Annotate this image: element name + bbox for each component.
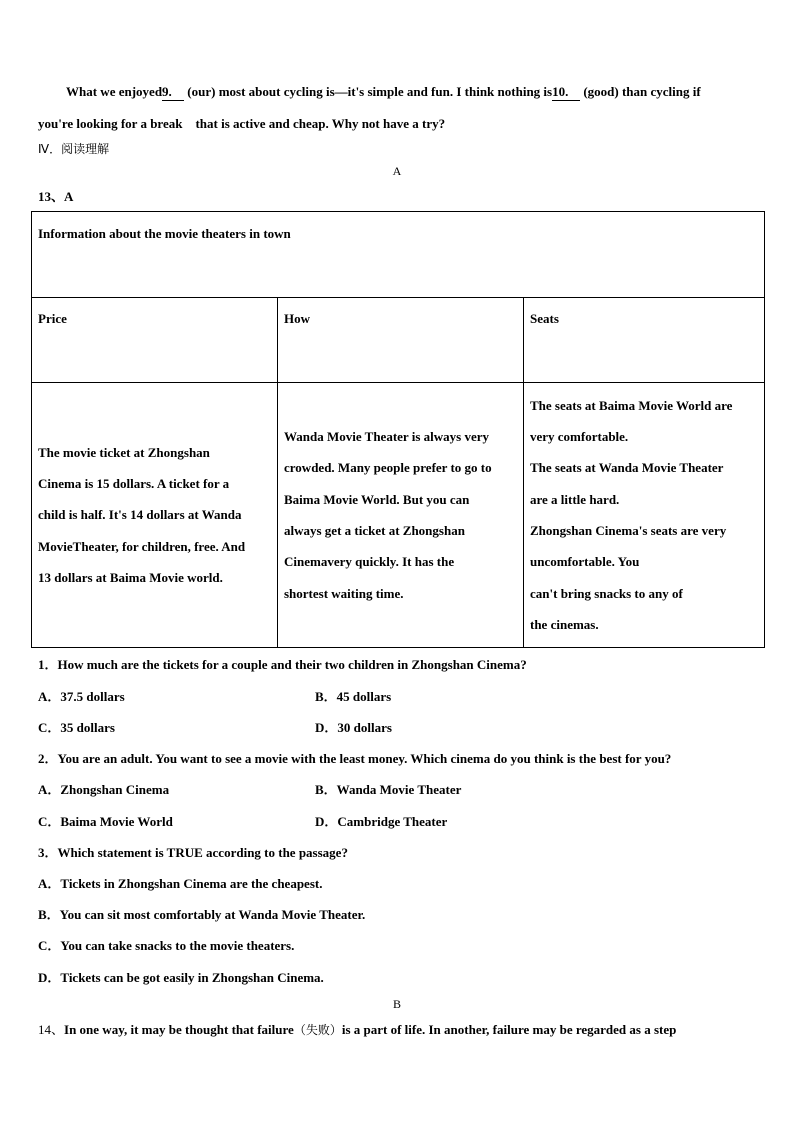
how-line: crowded. Many people prefer to go to	[284, 460, 492, 476]
how-line: shortest waiting time.	[284, 585, 404, 601]
question-14-cn-note: （失败）	[293, 1023, 342, 1037]
table-title: Information about the movie theaters in town	[32, 212, 765, 298]
seats-line: can't bring snacks to any of	[530, 585, 683, 601]
price-cell	[32, 383, 278, 648]
part-a-label: A	[392, 164, 402, 178]
q1-option-c[interactable]: C．35 dollars	[38, 720, 115, 735]
intro-line-1	[66, 84, 701, 101]
section-heading: Ⅳ．阅读理解	[38, 142, 110, 156]
question-14-line	[38, 1022, 676, 1038]
how-line: Cinemavery quickly. It has the	[284, 554, 455, 570]
q3-option-b[interactable]: B．You can sit most comfortably at Wanda Movie Theater.	[38, 907, 366, 922]
how-line: always get a ticket at Zhongshan	[284, 523, 465, 538]
intro-text-start: What we enjoyed	[66, 84, 163, 99]
q1-option-a[interactable]: A．37.5 dollars	[38, 689, 125, 704]
question-1-stem: 1．How much are the tickets for a couple and their two children in Zhongshan Cinema?	[38, 657, 527, 672]
seats-cell	[524, 383, 765, 648]
blank-9-hint: (our) most about cycling is—it's simple and fun. I think nothing is	[187, 84, 553, 99]
q3-option-a[interactable]: A．Tickets in Zhongshan Cinema are the cheapest.	[38, 876, 323, 891]
header-how: How	[278, 298, 524, 383]
how-line: Baima Movie World. But you can	[284, 491, 470, 507]
price-line: child is half. It's 14 dollars at Wanda	[38, 507, 242, 523]
question-2-stem: 2．You are an adult. You want to see a movie with the least money. Which cinema do you think is the best for you?	[38, 751, 672, 766]
question-14-text-start: In one way, it may be thought that failure	[64, 1022, 294, 1037]
seats-line: the cinemas.	[530, 616, 599, 632]
q2-option-a[interactable]: A．Zhongshan Cinema	[38, 782, 170, 797]
seats-line: The seats at Wanda Movie Theater	[530, 460, 724, 476]
q3-option-d[interactable]: D．Tickets can be got easily in Zhongshan Cinema.	[38, 970, 324, 985]
part-b-label: B	[392, 997, 401, 1011]
q3-option-c[interactable]: C．You can take snacks to the movie theaters.	[38, 938, 295, 953]
how-line: Wanda Movie Theater is always very	[284, 429, 489, 445]
blank-10[interactable]: 10.	[552, 84, 580, 101]
how-cell	[278, 383, 524, 648]
price-line: The movie ticket at Zhongshan	[38, 444, 210, 460]
blank-9[interactable]: 9.	[162, 84, 184, 101]
question-14-number: 14、	[38, 1022, 65, 1037]
seats-line: very comfortable.	[530, 429, 629, 445]
theater-info-table	[31, 211, 765, 648]
seats-line: are a little hard.	[530, 491, 620, 507]
question-13-label: 13、A	[38, 189, 74, 204]
price-line: Cinema is 15 dollars. A ticket for a	[38, 476, 230, 492]
q1-option-d[interactable]: D．30 dollars	[315, 720, 392, 735]
price-line: 13 dollars at Baima Movie world.	[38, 569, 223, 585]
intro-line-2: you're looking for a break that is active and cheap. Why not have a try?	[38, 116, 446, 131]
q2-option-b[interactable]: B．Wanda Movie Theater	[315, 782, 462, 797]
seats-line: uncomfortable. You	[530, 554, 640, 570]
price-line: MovieTheater, for children, free. And	[38, 538, 246, 554]
question-14-text-end: is a part of life. In another, failure may be regarded as a step	[341, 1022, 677, 1037]
seats-line: The seats at Baima Movie World are	[530, 397, 733, 413]
header-seats: Seats	[524, 298, 765, 383]
question-3-stem: 3．Which statement is TRUE according to the passage?	[38, 845, 348, 860]
q1-option-b[interactable]: B．45 dollars	[315, 689, 392, 704]
q2-option-d[interactable]: D．Cambridge Theater	[315, 814, 448, 829]
seats-line: Zhongshan Cinema's seats are very	[530, 523, 727, 538]
q2-option-c[interactable]: C．Baima Movie World	[38, 814, 173, 829]
header-price: Price	[32, 298, 278, 383]
blank-10-hint: (good) than cycling if	[583, 84, 701, 99]
